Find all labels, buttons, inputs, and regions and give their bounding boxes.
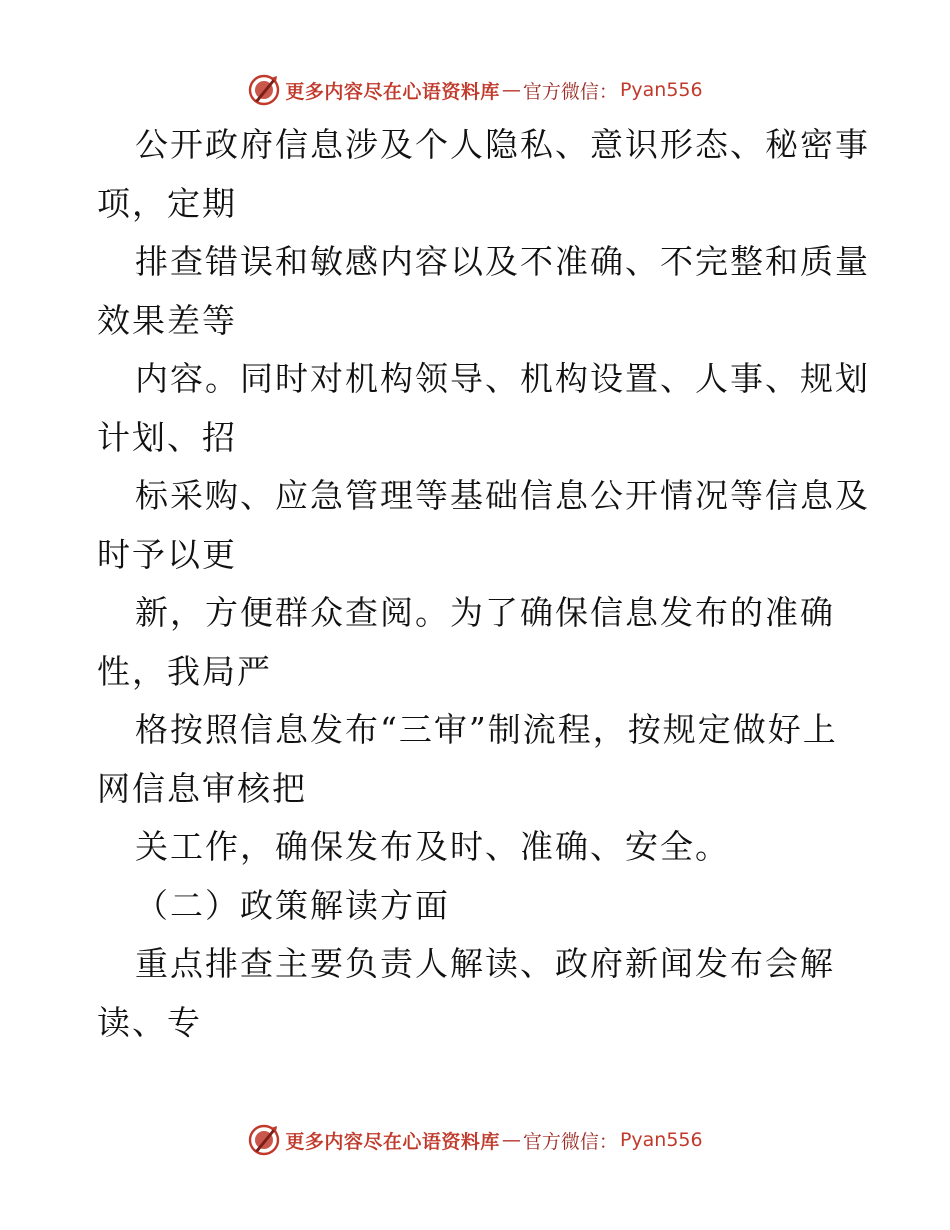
text-line: 标采购、应急管理等基础信息公开情况等信息及 <box>135 476 870 515</box>
header-watermark-banner <box>0 70 950 110</box>
text-line: 计划、招 <box>97 417 237 457</box>
text-line: 读、专 <box>97 1002 202 1042</box>
text-line: 性，我局严 <box>97 651 272 691</box>
banner-dash: — <box>501 79 521 101</box>
text-line: 效果差等 <box>97 300 237 340</box>
text-line: 新，方便群众查阅。为了确保信息发布的准确 <box>135 593 835 632</box>
text-line: 公开政府信息涉及个人隐私、意识形态、秘密事 <box>135 125 870 164</box>
quill-pen-logo-icon <box>247 73 281 107</box>
text-line: 时予以更 <box>97 534 237 574</box>
quill-pen-logo-icon <box>247 1123 281 1157</box>
text-line: 项，定期 <box>97 183 237 223</box>
banner-main-text: 更多内容尽在心语资料库 <box>285 80 500 103</box>
text-line: 格按照信息发布“三审”制流程，按规定做好上 <box>135 710 838 749</box>
banner-account-id: Pyan556 <box>619 1129 703 1151</box>
text-line: 网信息审核把 <box>97 768 307 808</box>
banner-sub-text: 官方微信： <box>522 80 618 103</box>
text-line: 重点排查主要负责人解读、政府新闻发布会解 <box>135 944 835 983</box>
footer-watermark-banner <box>0 1120 950 1160</box>
text-line: 排查错误和敏感内容以及不准确、不完整和质量 <box>135 242 870 281</box>
section-heading: （二）政策解读方面 <box>135 885 450 925</box>
banner-dash: — <box>501 1129 521 1151</box>
document-body <box>97 116 870 1052</box>
banner-account-id: Pyan556 <box>619 79 703 101</box>
banner-main-text: 更多内容尽在心语资料库 <box>285 1130 500 1153</box>
text-line: 内容。同时对机构领导、机构设置、人事、规划 <box>135 359 870 398</box>
banner-sub-text: 官方微信： <box>522 1130 618 1153</box>
text-line: 关工作，确保发布及时、准确、安全。 <box>135 827 730 866</box>
